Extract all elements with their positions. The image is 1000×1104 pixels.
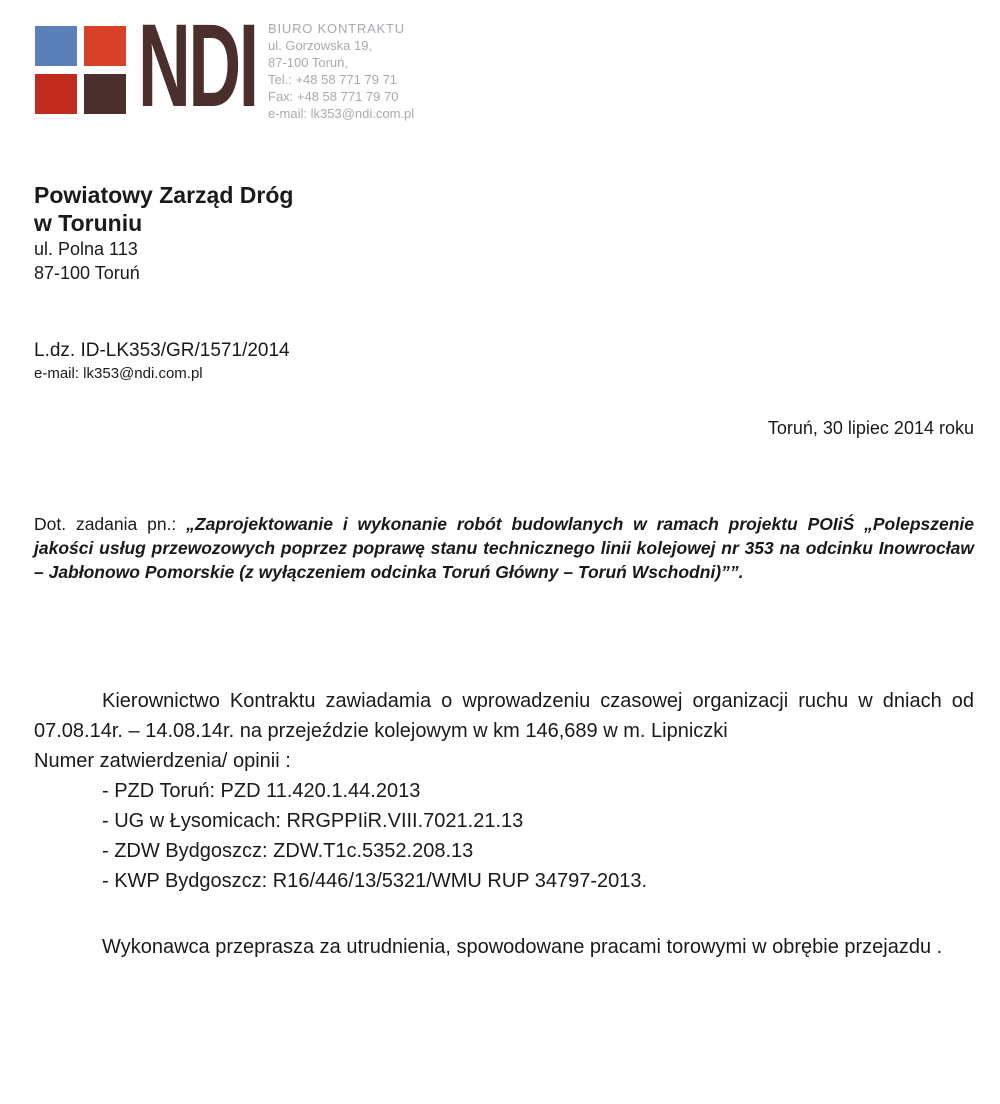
logo-wordmark: NDI <box>138 0 257 132</box>
logo-square-blue <box>35 26 77 66</box>
office-email: e-mail: lk353@ndi.com.pl <box>268 106 415 121</box>
reference-email: e-mail: lk353@ndi.com.pl <box>34 365 203 382</box>
list-item: - ZDW Bydgoszcz: ZDW.T1c.5352.208.13 <box>102 840 474 862</box>
logo-square-dark-red <box>35 74 77 114</box>
recipient-city: 87-100 Toruń <box>34 263 140 283</box>
office-city: 87-100 Toruń, <box>268 55 348 70</box>
body-paragraph-1: Kierownictwo Kontraktu zawiadamia o wprowadzeniu czasowej organizacji ruchu w dniach od 07.08.14r. – 14.08.14r. na przejeździe kolejowym w km 146,689 w m. Lipniczki <box>34 690 974 742</box>
office-address-block <box>268 20 414 122</box>
list-item: - UG w Łysomicach: RRGPPIiR.VIII.7021.21.13 <box>102 810 524 832</box>
subject-title: „Zaprojektowanie i wykonanie robót budowlanych w ramach projektu POIiŚ „Polepszenie jakości usług przewozowych poprzez poprawę stanu technicznego linii kolejowej nr 353 na odcinku Inowrocław – Jabłonowo Pomorskie (z wyłączeniem odcinka Toruń Główny – Toruń Wschodni)””. <box>34 514 975 582</box>
recipient-block <box>34 181 293 285</box>
office-street: ul. Gorzowska 19, <box>268 38 373 53</box>
letter-body <box>34 686 974 896</box>
letter-date: Toruń, 30 lipiec 2014 roku <box>767 418 974 438</box>
recipient-street: ul. Polna 113 <box>34 239 138 259</box>
approval-list <box>34 776 974 896</box>
list-item: - KWP Bydgoszcz: R16/446/13/5321/WMU RUP 34797-2013. <box>102 870 648 892</box>
company-logo <box>35 26 127 116</box>
approval-heading: Numer zatwierdzenia/ opinii : <box>34 750 291 772</box>
logo-square-red <box>84 26 126 66</box>
reference-block <box>34 338 290 384</box>
list-item: - PZD Toruń: PZD 11.420.1.44.2013 <box>102 780 421 802</box>
reference-number: L.dz. ID-LK353/GR/1571/2014 <box>34 340 290 361</box>
office-phone: Tel.: +48 58 771 79 71 <box>268 72 398 87</box>
subject-block <box>34 512 974 584</box>
office-fax: Fax: +48 58 771 79 70 <box>268 89 399 104</box>
recipient-name-line1: Powiatowy Zarząd Dróg <box>34 182 294 208</box>
body-paragraph-2: Wykonawca przeprasza za utrudnienia, spowodowane pracami torowymi w obrębie przejazdu . <box>102 936 943 958</box>
logo-square-brown <box>84 74 126 114</box>
subject-prefix: Dot. zadania pn.: <box>34 514 187 534</box>
office-title: BIURO KONTRAKTU <box>268 21 405 36</box>
recipient-name-line2: w Toruniu <box>34 210 143 236</box>
